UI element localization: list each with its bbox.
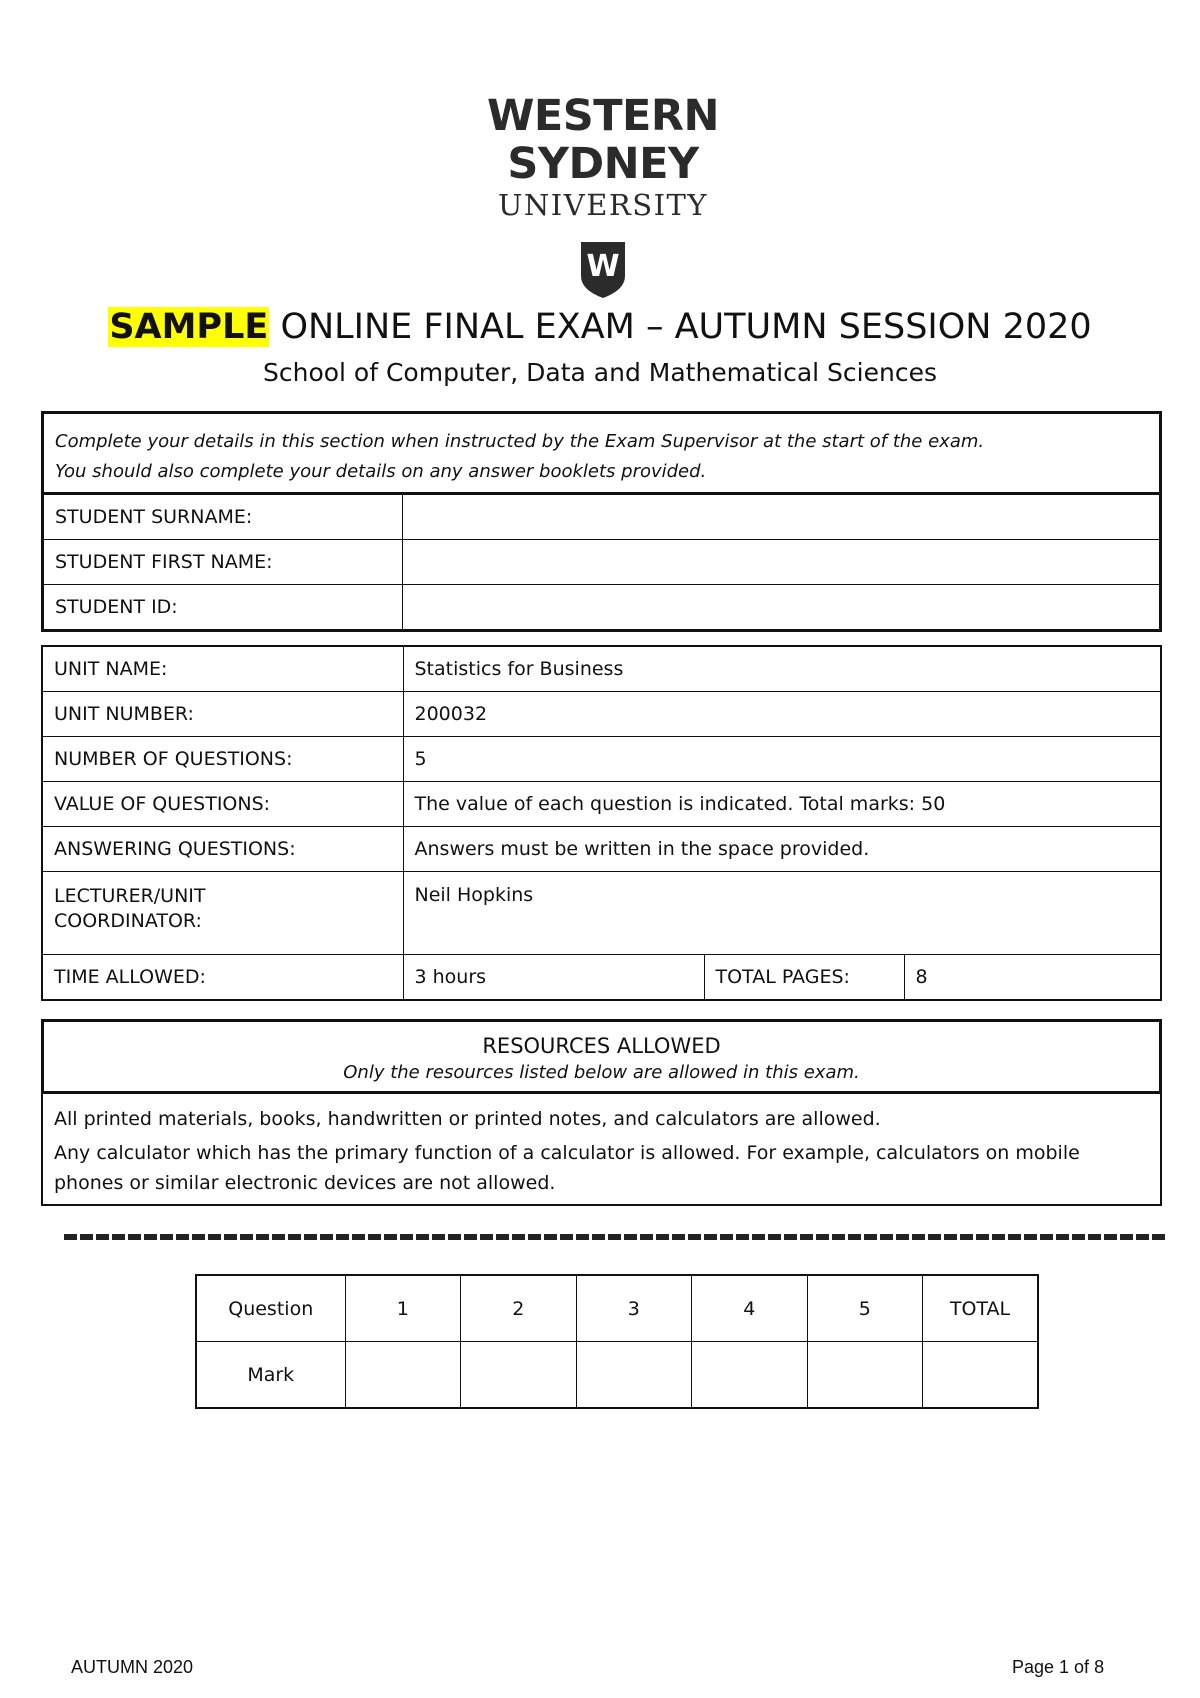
total-pages-label: TOTAL PAGES: [704,955,904,1001]
svg-text:W: W [586,249,620,284]
marks-header-q5: 5 [807,1275,923,1342]
value-of-questions-label: VALUE OF QUESTIONS: [42,782,403,827]
mark-cell-q2[interactable] [461,1342,577,1409]
table-row [42,737,1161,782]
sample-highlight: SAMPLE [109,307,269,347]
lecturer-value: Neil Hopkins [403,872,1161,955]
value-of-questions-value: The value of each question is indicated. Total marks: 50 [403,782,1161,827]
table-row [196,1342,1038,1409]
answering-questions-value: Answers must be written in the space provided. [403,827,1161,872]
shield-icon [579,240,627,300]
marks-header-q1: 1 [345,1275,461,1342]
exam-title-text: ONLINE FINAL EXAM – AUTUMN SESSION 2020 [269,307,1092,347]
footer-session: AUTUMN 2020 [71,1657,194,1677]
number-of-questions-value: 5 [403,737,1161,782]
student-first-name-label: STUDENT FIRST NAME: [43,540,403,585]
mark-cell-q4[interactable] [692,1342,808,1409]
exam-title [0,304,1200,350]
marks-header-total: TOTAL [923,1275,1039,1342]
logo-line-university: UNIVERSITY [497,188,709,222]
unit-name-value: Statistics for Business [403,646,1161,692]
notice-line-1: Complete your details in this section when instructed by the Exam Supervisor at the start of the exam. [55,431,985,452]
student-surname-field[interactable] [403,494,1161,540]
student-id-field[interactable] [403,585,1161,631]
mark-cell-q1[interactable] [345,1342,461,1409]
table-row [42,692,1161,737]
student-id-label: STUDENT ID: [43,585,403,631]
resources-paragraph-2: Any calculator which has the primary function of a calculator is allowed. For example, calculators on mobile phones or similar electronic devices are not allowed. [54,1142,1080,1194]
marks-header-q4: 4 [692,1275,808,1342]
unit-number-value: 200032 [403,692,1161,737]
lecturer-label-line-2: COORDINATOR: [54,910,202,932]
lecturer-label-line-1: LECTURER/UNIT [54,885,206,907]
mark-cell-q3[interactable] [576,1342,692,1409]
table-row [42,872,1161,955]
student-first-name-field[interactable] [403,540,1161,585]
table-row [43,585,1161,631]
mark-cell-q5[interactable] [807,1342,923,1409]
lecturer-label [42,872,403,955]
notice-line-2: You should also complete your details on any answer booklets provided. [55,461,707,482]
mark-cell-total[interactable] [923,1342,1039,1409]
marks-header-q2: 2 [461,1275,577,1342]
instructions-notice [41,411,1162,495]
resources-heading: RESOURCES ALLOWED [482,1034,721,1058]
resources-subheading: Only the resources listed below are allowed in this exam. [343,1062,860,1083]
table-row [43,540,1161,585]
table-row [196,1275,1038,1342]
marks-header-q3: 3 [576,1275,692,1342]
answering-questions-label: ANSWERING QUESTIONS: [42,827,403,872]
unit-number-label: UNIT NUMBER: [42,692,403,737]
marks-row-label: Mark [196,1342,345,1409]
marks-header-question: Question [196,1275,345,1342]
time-allowed-label: TIME ALLOWED: [42,955,403,1001]
unit-name-label: UNIT NAME: [42,646,403,692]
table-row [42,955,1161,1001]
time-allowed-value: 3 hours [403,955,704,1001]
total-pages-value: 8 [904,955,1161,1001]
table-row [43,494,1161,540]
resources-header [41,1019,1162,1094]
unit-info-table [41,645,1162,1001]
table-row [42,827,1161,872]
section-divider [64,1234,1165,1240]
footer-page-number: Page 1 of 8 [1012,1657,1105,1677]
logo-line-western-sydney: WESTERN SYDNEY [486,91,720,189]
resources-body [41,1093,1162,1206]
student-surname-label: STUDENT SURNAME: [43,494,403,540]
student-details-table [41,492,1162,632]
table-row [42,646,1161,692]
number-of-questions-label: NUMBER OF QUESTIONS: [42,737,403,782]
table-row [42,782,1161,827]
resources-paragraph-1: All printed materials, books, handwritten or printed notes, and calculators are allowed. [54,1108,881,1130]
school-subtitle: School of Computer, Data and Mathematical Sciences [262,358,937,387]
university-logo [393,91,813,284]
marks-table [195,1274,1039,1409]
